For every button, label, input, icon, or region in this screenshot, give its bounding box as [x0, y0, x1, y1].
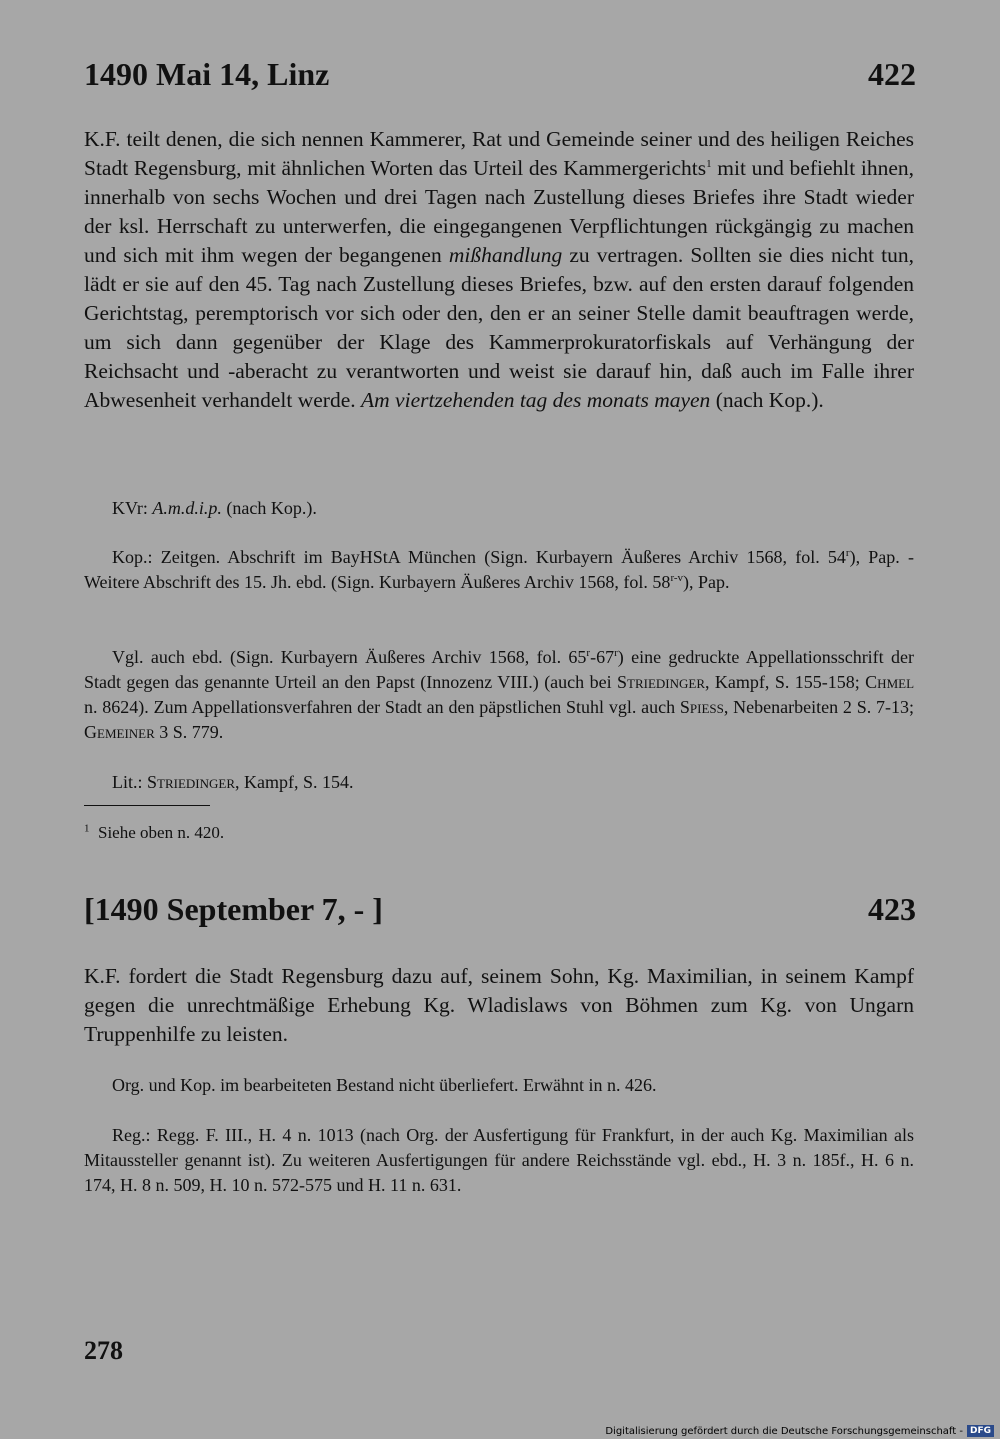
vgl-text: 3 S. 779. — [154, 722, 224, 742]
footnote-text: Siehe oben n. 420. — [98, 823, 225, 842]
kvr-note — [84, 496, 914, 521]
kvr-label: KVr: — [112, 498, 153, 518]
entry-summary — [84, 962, 914, 1049]
vgl-text: , Kampf, S. 155-158; — [705, 672, 866, 692]
folio-sup: r — [586, 647, 591, 659]
entry-number: 423 — [868, 891, 916, 927]
author-name: Striedinger — [147, 772, 235, 792]
vgl-text: -67 — [590, 647, 615, 667]
vgl-text: ) eine gedruckte Appellationsschrift der Stadt gegen das genannte Urteil an den Papst (Innozenz VIII.) (auch bei — [84, 647, 914, 692]
summary-text: zu vertragen. Sollten sie dies nicht tun, lädt er sie auf den 45. Tag nach Zustellung dieses Briefes, bzw. auf den ersten darauf folgenden Gerichtstag, peremptorisch vor sich oder den, den er an seiner Stelle damit beauftragen werde, um sich dann gegenüber der Klage des Kammerprokuratorfiskals auf Verhängung der Reichsacht und -aberacht zu verantworten und weist sie darauf hin, daß auch im Falle ihrer Abwesenheit verhandelt werde. — [84, 243, 914, 412]
dfg-footer — [605, 1425, 994, 1437]
reg-note — [84, 1123, 914, 1198]
kvr-suffix: (nach Kop.). — [221, 498, 317, 518]
entry-date: [1490 September 7, - ] — [84, 891, 383, 927]
summary-text: K.F. teilt denen, die sich nennen Kammerer, Rat und Gemeinde seiner und des heiligen Reiches Stadt Regensburg, mit ähnlichen Worten das Urteil des Kammergerichts — [84, 127, 914, 180]
entry-heading-423 — [84, 891, 916, 928]
quoted-term: mißhandlung — [448, 243, 563, 267]
footer-text: Digitalisierung gefördert durch die Deutsche Forschungsgemeinschaft - — [605, 1425, 963, 1437]
folio-sup: r — [845, 547, 850, 559]
entry-date: 1490 Mai 14, Linz — [84, 56, 330, 92]
vgl-text: , Nebenarbeiten 2 S. 7-13; — [723, 697, 914, 717]
lit-label: Lit.: — [112, 772, 147, 792]
folio-sup: r — [614, 647, 618, 659]
lit-text: , Kampf, S. 154. — [235, 772, 354, 792]
entry-number: 422 — [868, 56, 916, 92]
page-number: 278 — [84, 1336, 123, 1365]
date-quote: Am viertzehenden tag des monats mayen — [361, 388, 711, 412]
author-name: Striedinger — [617, 672, 705, 692]
entry-heading-422 — [84, 56, 916, 93]
footnote — [84, 823, 224, 843]
author-name: Spiess — [679, 697, 724, 717]
kop-text: Kop.: Zeitgen. Abschrift im BayHStA München (Sign. Kurbayern Äußeres Archiv 1568, fol. 54 — [112, 547, 846, 567]
kop-text: ), Pap. - Weitere Abschrift des 15. Jh. ebd. (Sign. Kurbayern Äußeres Archiv 1568, fol. 58 — [84, 547, 914, 592]
author-name: Gemeiner — [84, 722, 155, 742]
reg-text: Reg.: Regg. F. III., H. 4 n. 1013 (nach Org. der Ausfertigung für Frankfurt, in der auch Kg. Maximilian als Mitaussteller genannt ist). Zu weiteren Ausfertigungen für andere Reichsstände vgl. ebd., H. 3 n. 185f., H. 6 n. 174, H. 8 n. 509, H. 10 n. 572-575 und H. 11 n. 631. — [84, 1125, 914, 1195]
summary-text: mit und befiehlt ihnen, innerhalb von sechs Wochen und drei Tagen nach Zustellung dieses Briefes ihre Stadt wieder der ksl. Herrschaft zu unterwerfen, die eingegangenen Verpflichtungen rückgängig zu machen und sich mit ihm wegen der begangenen — [84, 156, 914, 267]
summary-text: (nach Kop.). — [710, 388, 824, 412]
kop-text: ), Pap. — [683, 572, 730, 592]
dfg-logo-icon: DFG — [967, 1425, 994, 1437]
folio-sup: r-v — [670, 572, 684, 584]
footnote-ref: 1 — [706, 157, 712, 170]
vgl-text: n. 8624). Zum Appellationsverfahren der Stadt an den päpstlichen Stuhl vgl. auch — [84, 697, 680, 717]
entry-summary — [84, 125, 914, 415]
summary-text: K.F. fordert die Stadt Regensburg dazu auf, seinem Sohn, Kg. Maximilian, in seinem Kampf gegen die unrechtmäßige Erhebung Kg. Wladislaws von Böhmen zum Kg. von Ungarn Truppenhilfe zu leisten. — [84, 964, 914, 1046]
kvr-value: A.m.d.i.p. — [152, 498, 222, 518]
vgl-note — [84, 645, 914, 745]
vgl-text: Vgl. auch ebd. (Sign. Kurbayern Äußeres Archiv 1568, fol. 65 — [112, 647, 587, 667]
footnote-mark: 1 — [84, 822, 90, 835]
footnote-divider — [84, 805, 210, 806]
kop-note — [84, 545, 914, 595]
org-text: Org. und Kop. im bearbeiteten Bestand nicht überliefert. Erwähnt in n. 426. — [112, 1075, 657, 1095]
org-note — [84, 1073, 914, 1098]
lit-note — [84, 770, 914, 795]
author-name: Chmel — [865, 672, 915, 692]
